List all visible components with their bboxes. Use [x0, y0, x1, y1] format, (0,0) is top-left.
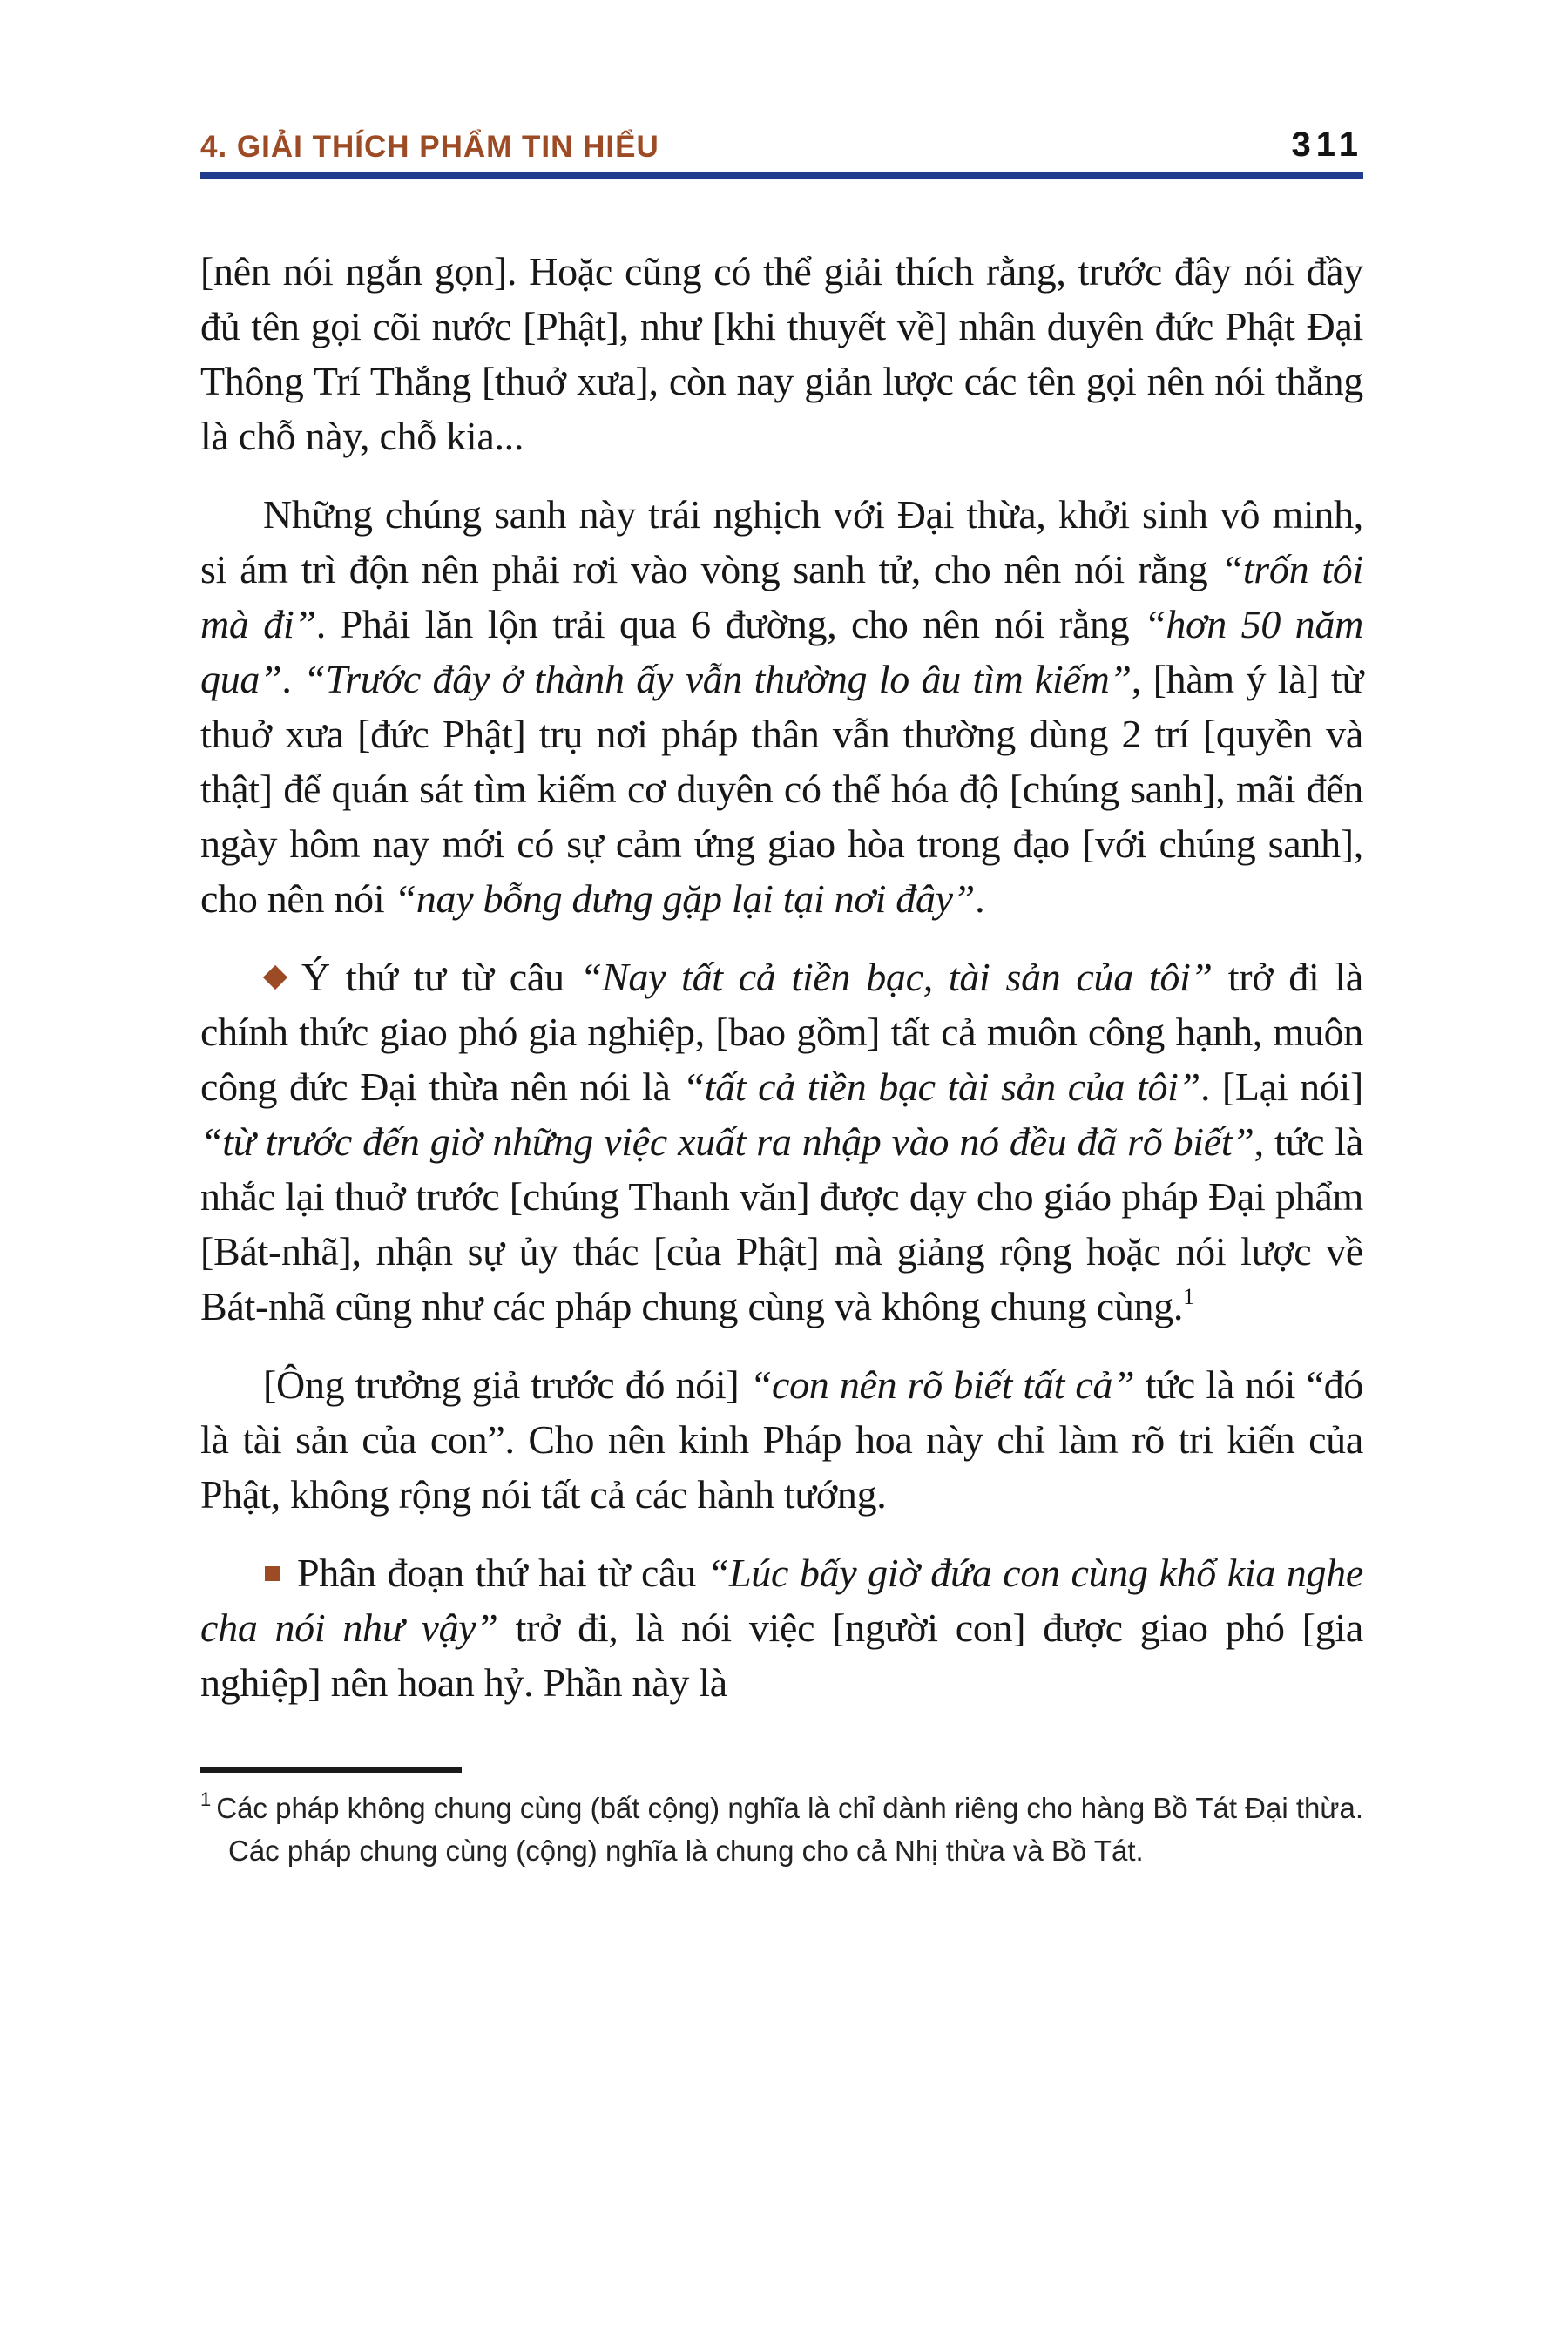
paragraph: [200, 950, 1363, 1334]
text-segment: , tức là nhắc lại thuở trước [chúng Thanh văn] được dạy cho giáo pháp Đại phẩm [Bát-nhã], nhận sự ủy thác [của Phật] mà giảng rộng hoặc nói lược về Bát-nhã cũng như các pháp chung cùng và không chung cùng.: [200, 1119, 1363, 1328]
page-number: 311: [1291, 125, 1363, 164]
text-segment: . Phải lăn lộn trải qua 6 đường, cho nên nói rằng: [315, 602, 1145, 646]
paragraph: [200, 1357, 1363, 1522]
text-segment: tức là nói “đó là tài sản của con”. Cho nên kinh Pháp hoa này chỉ làm rõ tri kiến của Phật, không rộng nói tất cả các hành tướng.: [200, 1362, 1363, 1517]
page-content: [200, 127, 1363, 1872]
text-segment-italic: “từ trước đến giờ những việc xuất ra nhập vào nó đều đã rõ biết”: [200, 1119, 1254, 1164]
footnote-reference: 1: [1183, 1284, 1194, 1309]
text-segment-italic: “Trước đây ở thành ấy vẫn thường lo âu tìm kiếm”: [303, 657, 1132, 701]
text-segment: trở đi là chính thức giao phó gia nghiệp, [bao gồm] tất cả muôn công hạnh, muôn công đức Đại thừa nên nói là: [200, 955, 1363, 1109]
text-segment-italic: “tất cả tiền bạc tài sản của tôi”: [682, 1064, 1200, 1109]
text-segment-italic: “nay bỗng dưng gặp lại tại nơi đây”: [394, 876, 976, 921]
body-text: [200, 244, 1363, 1710]
paragraph: [200, 1545, 1363, 1710]
text-segment: [Ông trưởng giả trước đó nói]: [263, 1362, 750, 1407]
footnote-text: Các pháp không chung cùng (bất cộng) nghĩa là chỉ dành riêng cho hàng Bồ Tát Đại thừa. Các pháp chung cùng (cộng) nghĩa là chung cho cả Nhị thừa và Bồ Tát.: [216, 1792, 1363, 1867]
text-segment-italic: “Nay tất cả tiền bạc, tài sản của tôi”: [579, 955, 1213, 999]
square-bullet-icon: [265, 1566, 280, 1581]
footnote-divider: [200, 1767, 462, 1773]
header-rule-divider: [200, 172, 1363, 179]
text-segment: . [Lại nói]: [1200, 1064, 1363, 1109]
running-head-title: 4. GIẢI THÍCH PHẨM TIN HIỂU: [200, 130, 659, 164]
text-segment: , [hàm ý là] từ thuở xưa [đức Phật] trụ nơi pháp thân vẫn thường dùng 2 trí [quyền và thật] để quán sát tìm kiếm cơ duyên có thể hóa độ [chúng sanh], mãi đến ngày hôm nay mới có sự cảm ứng giao hòa trong đạo [với chúng sanh], cho nên nói: [200, 657, 1363, 921]
footnote-marker: 1: [200, 1788, 212, 1810]
text-segment: Những chúng sanh này trái nghịch với Đại thừa, khởi sinh vô minh, si ám trì độn nên phải rơi vào vòng sanh tử, cho nên nói rằng: [200, 492, 1363, 591]
text-segment-italic: “Lúc bấy giờ đứa con cùng khổ kia nghe cha nói như vậy”: [200, 1551, 1363, 1650]
diamond-bullet-icon: [263, 965, 287, 990]
text-segment: .: [281, 657, 304, 701]
text-segment: trở đi, là nói việc [người con] được giao phó [gia nghiệp] nên hoan hỷ. Phần này là: [200, 1605, 1363, 1705]
paragraph: [200, 244, 1363, 463]
text-segment-italic: “trốn tôi mà đi”: [200, 547, 1363, 646]
text-segment-italic: “hơn 50 năm qua”: [200, 602, 1363, 701]
page-header: [200, 127, 1363, 162]
paragraph: [200, 487, 1363, 926]
text-segment: .: [975, 876, 985, 921]
text-segment: Ý thứ tư từ câu: [301, 955, 580, 999]
text-segment: Phân đoạn thứ hai từ câu: [297, 1551, 707, 1595]
footnote: [200, 1787, 1363, 1872]
text-segment: [nên nói ngắn gọn]. Hoặc cũng có thể giải thích rằng, trước đây nói đầy đủ tên gọi cõi nước [Phật], như [khi thuyết về] nhân duyên đức Phật Đại Thông Trí Thắng [thuở xưa], còn nay giản lược các tên gọi nên nói thẳng là chỗ này, chỗ kia...: [200, 249, 1363, 458]
text-segment-italic: “con nên rõ biết tất cả”: [749, 1362, 1135, 1407]
